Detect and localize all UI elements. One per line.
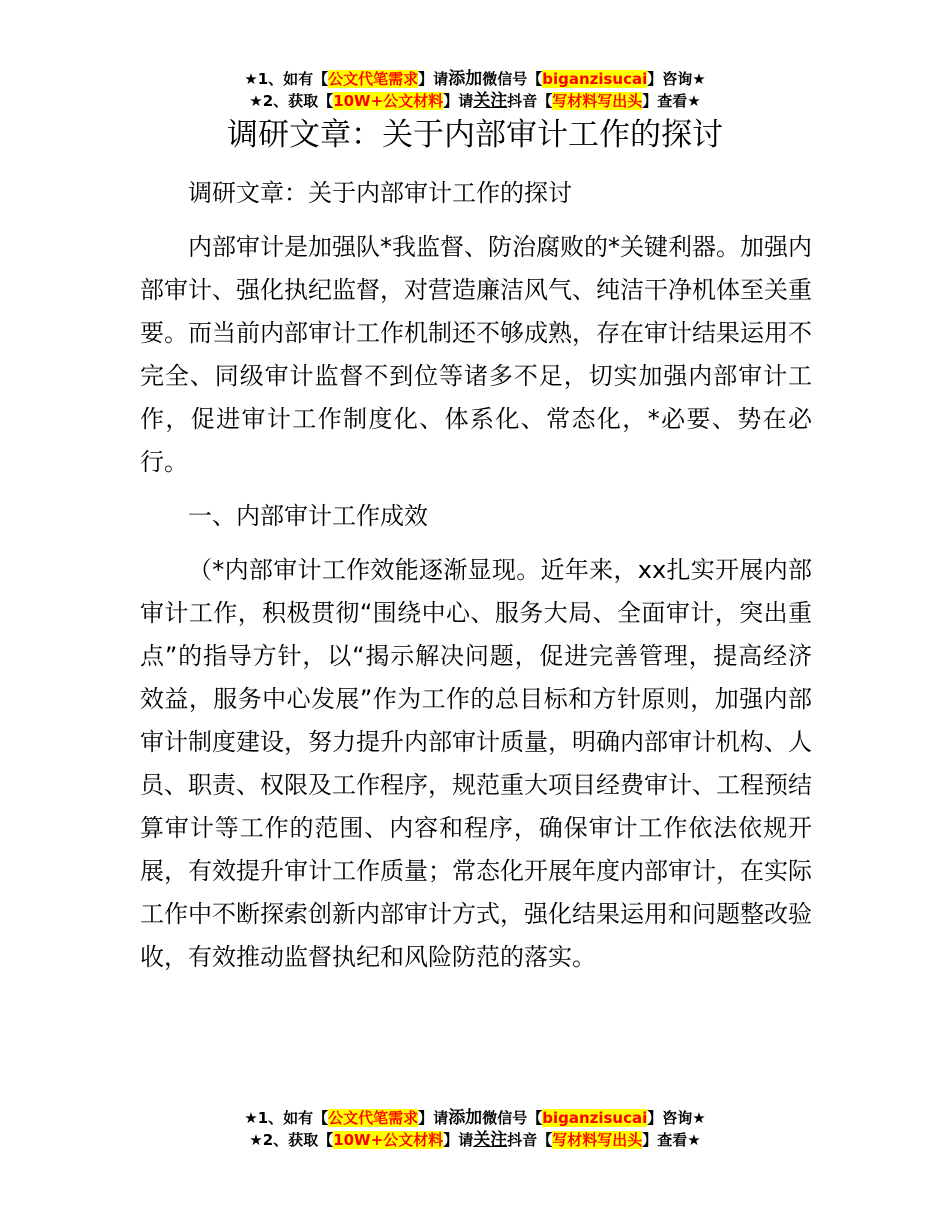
banner-line-2	[0, 90, 950, 112]
document-body	[140, 172, 812, 990]
header-banner	[0, 68, 950, 112]
footer-banner	[0, 1107, 950, 1151]
banner-text: 】查看★	[642, 1131, 701, 1149]
banner-text: ★1、如有【	[244, 70, 329, 88]
banner-text: ★1、如有【	[244, 1109, 329, 1127]
banner-text: 】请	[443, 92, 474, 110]
banner-text: 】请	[418, 70, 449, 88]
banner-highlight: biganzisucai	[542, 1109, 648, 1127]
banner-highlight: 10W+公文材料	[333, 92, 444, 110]
paragraph-intro: 内部审计是加强队*我监督、防治腐败的*关键利器。加强内部审计、强化执纪监督，对营造廉洁风气、纯洁干净机体至关重要。而当前内部审计工作机制还不够成熟，存在审计结果运用不完全、同级审计监督不到位等诸多不足，切实加强内部审计工作，促进审计工作制度化、体系化、常态化，*必要、势在必行。	[140, 233, 812, 476]
banner-highlight: biganzisucai	[542, 70, 648, 88]
section-heading: 一、内部审计工作成效	[188, 502, 428, 530]
banner-emphasis: 关注	[473, 1130, 508, 1150]
banner-text: 】咨询★	[647, 70, 706, 88]
banner-line-1	[0, 68, 950, 90]
banner-text: 】咨询★	[647, 1109, 706, 1127]
banner-highlight: 公文代笔需求	[328, 1109, 419, 1127]
banner-text: 】查看★	[642, 92, 701, 110]
banner-highlight: 公文代笔需求	[328, 70, 419, 88]
paragraph-section-1: （*内部审计工作效能逐渐显现。近年来，xx扎实开展内部审计工作，积极贯彻“围绕中心、服务大局、全面审计，突出重点”的指导方针，以“揭示解决问题，促进完善管理，提高经济效益，服务中心发展”作为工作的总目标和方针原则，加强内部审计制度建设，努力提升内部审计质量，明确内部审计机构、人员、职责、权限及工作程序，规范重大项目经费审计、工程预结算审计等工作的范围、内容和程序，确保审计工作依法依规开展，有效提升审计工作质量；常态化开展年度内部审计，在实际工作中不断探索创新内部审计方式，强化结果运用和问题整改验收，有效推动监督执纪和风险防范的落实。	[140, 556, 812, 971]
paragraph-subtitle: 调研文章：关于内部审计工作的探讨	[188, 179, 572, 207]
banner-text: ★2、获取【	[249, 92, 334, 110]
banner-text: ★2、获取【	[249, 1131, 334, 1149]
banner-line-1	[0, 1107, 950, 1129]
banner-emphasis: 添加	[448, 1108, 483, 1128]
banner-text: 抖音【	[507, 1131, 553, 1149]
banner-text: 微信号【	[482, 1109, 543, 1127]
banner-text: 微信号【	[482, 70, 543, 88]
banner-text: 】请	[443, 1131, 474, 1149]
banner-highlight: 写材料写出头	[552, 1131, 643, 1149]
document-title: 调研文章：关于内部审计工作的探讨	[227, 117, 723, 153]
banner-emphasis: 添加	[448, 69, 483, 89]
banner-text: 】请	[418, 1109, 449, 1127]
banner-text: 抖音【	[507, 92, 553, 110]
banner-emphasis: 关注	[473, 91, 508, 111]
banner-highlight: 10W+公文材料	[333, 1131, 444, 1149]
banner-highlight: 写材料写出头	[552, 92, 643, 110]
banner-line-2	[0, 1129, 950, 1151]
